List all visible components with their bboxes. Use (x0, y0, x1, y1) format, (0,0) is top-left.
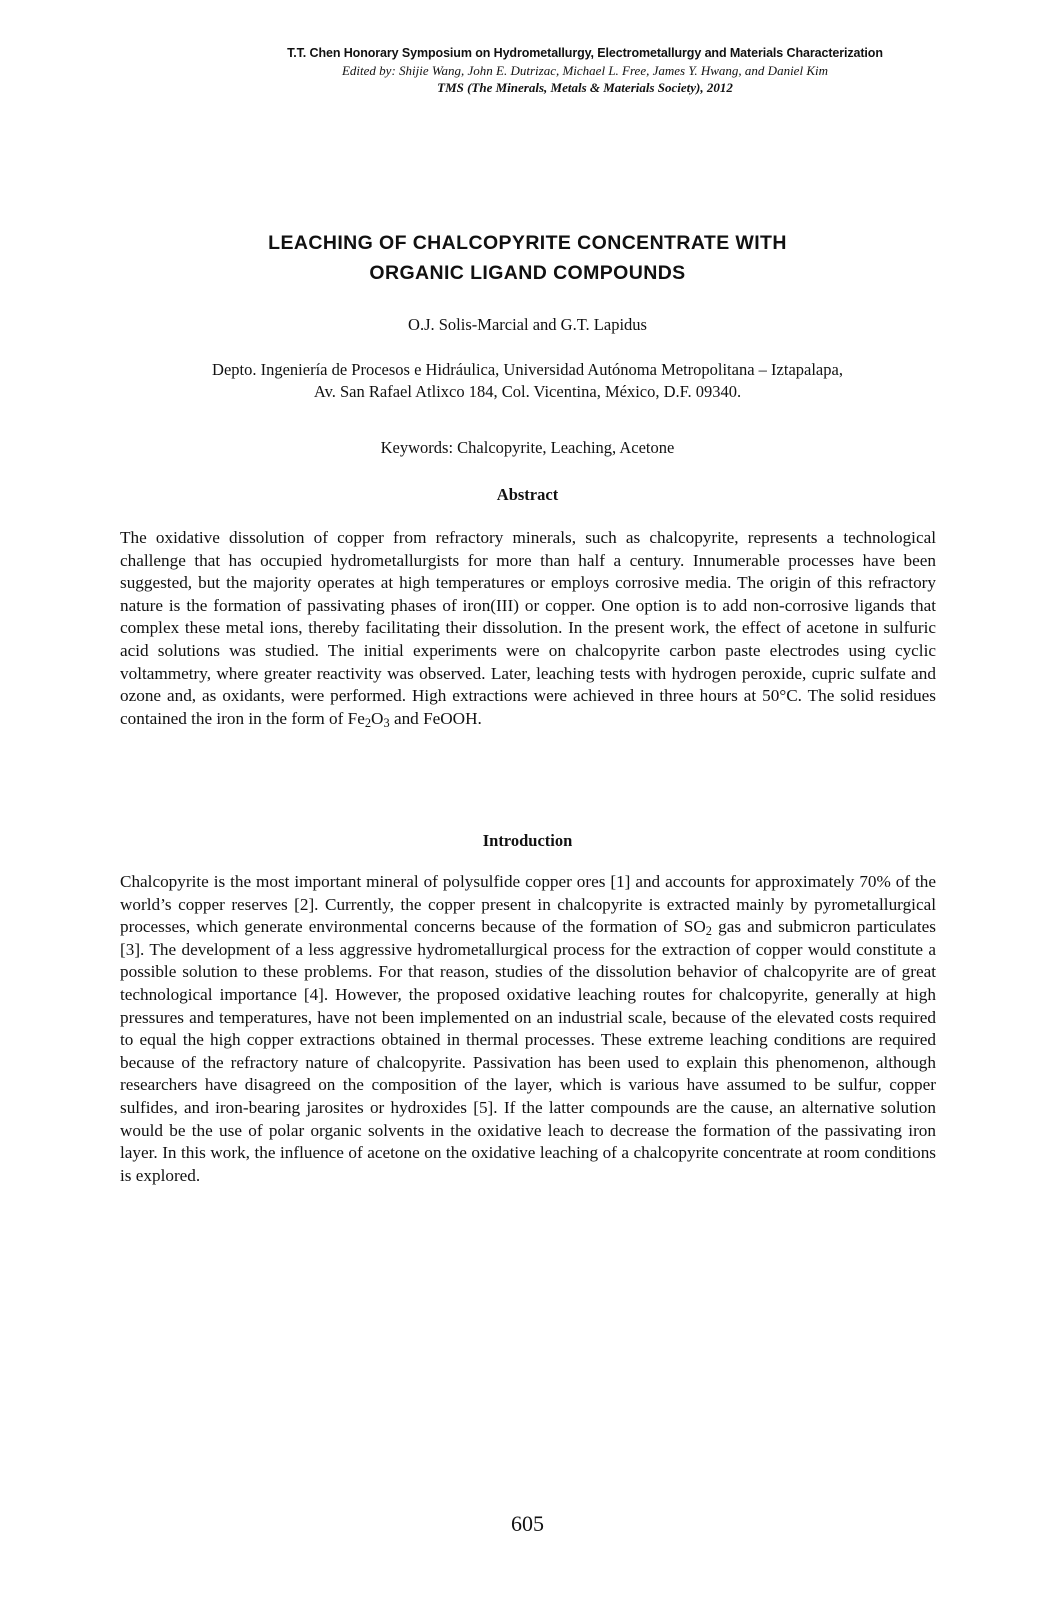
paper-title-line-1: LEACHING OF CHALCOPYRITE CONCENTRATE WITH (268, 232, 787, 254)
formula-so2: $SO_2$ (683, 917, 712, 939)
keywords: Keywords: Chalcopyrite, Leaching, Acetone (380, 438, 675, 457)
formula-fe2o3: $Fe_2O_3$ (347, 708, 390, 730)
introduction-body-rest: gas and submicron particulates [3]. The development of a less aggressive hydrometallurgical process for the extraction of copper would constitute a possible solution to these problems. For that reason, studies of the dissolution behavior of chalcopyrite are of great technological importance [4]. However, the proposed oxidative leaching routes for chalcopyrite, generally at high pressures and temperatures, have not been implemented on an industrial scale, because of the elevated costs required to equal the high copper extractions obtained in thermal processes. These extreme leaching conditions are required because of the refractory nature of chalcopyrite. Passivation has been used to explain this phenomenon, although researchers have disagreed on the composition of the layer, which is various have assumed to be sulfur, copper sulfides, and iron-bearing jarosites or hydroxides [5]. If the latter compounds are the cause, an alternative solution would be the use of polar organic solvents in the oxidative leach to decrease the formation of the passivating iron layer. In this work, the influence of acetone on the oxidative leaching of a chalcopyrite concentrate at room conditions is explored. (120, 917, 936, 1185)
page-number: 605 (511, 1511, 544, 1536)
abstract-body: The oxidative dissolution of copper from refractory minerals, such as chalcopyrite, represents a technological challenge that has occupied hydrometallurgists for more than half a century. Innumerable processes have been suggested, but the majority operates at high temperatures or employs corrosive media. The origin of this refractory nature is the formation of passivating phases of iron(III) or copper. One option is to add non-corrosive ligands that complex these metal ions, thereby facilitating their dissolution. In the present work, the effect of acetone in sulfuric acid solutions was studied. The initial experiments were on chalcopyrite carbon paste electrodes using cyclic voltammetry, where greater reactivity was observed. Later, leaching tests with hydrogen peroxide, cupric sulfate and ozone and, as oxidants, were performed. High extractions were achieved in three hours at 50°C. The solid residues contained the iron in the form of (120, 528, 936, 728)
proceedings-header (200, 45, 970, 96)
abstract-paragraph (120, 527, 936, 730)
introduction-heading: Introduction (482, 831, 573, 850)
paper-title (120, 228, 935, 288)
affiliation-line-2: Av. San Rafael Atlixco 184, Col. Vicentina, México, D.F. 09340. (313, 382, 742, 401)
publisher-line: TMS (The Minerals, Metals & Materials Society), 2012 (437, 80, 733, 95)
introduction-paragraph (120, 871, 936, 1187)
abstract-heading: Abstract (496, 485, 559, 504)
introduction-body-start: Chalcopyrite is the most important mineral of polysulfide copper ores [1] and accounts for approximately 70% of the world’s copper reserves [2]. Currently, the copper present in chalcopyrite is extracted mainly by pyrometallurgical processes, which generate environmental concerns because of the formation of (120, 872, 936, 937)
editors-line: Edited by: Shijie Wang, John E. Dutrizac, Michael L. Free, James Y. Hwang, and Daniel Kim (341, 63, 828, 78)
abstract-ending: and FeOOH. (389, 708, 482, 728)
affiliation-line-1: Depto. Ingeniería de Procesos e Hidráulica, Universidad Autónoma Metropolitana – Iztapalapa, (212, 360, 843, 379)
symposium-title: T.T. Chen Honorary Symposium on Hydrometallurgy, Electrometallurgy and Materials Characterization (287, 46, 883, 60)
paper-title-line-2: ORGANIC LIGAND COMPOUNDS (369, 262, 686, 284)
affiliation (100, 359, 955, 403)
authors: O.J. Solis-Marcial and G.T. Lapidus (408, 315, 647, 334)
